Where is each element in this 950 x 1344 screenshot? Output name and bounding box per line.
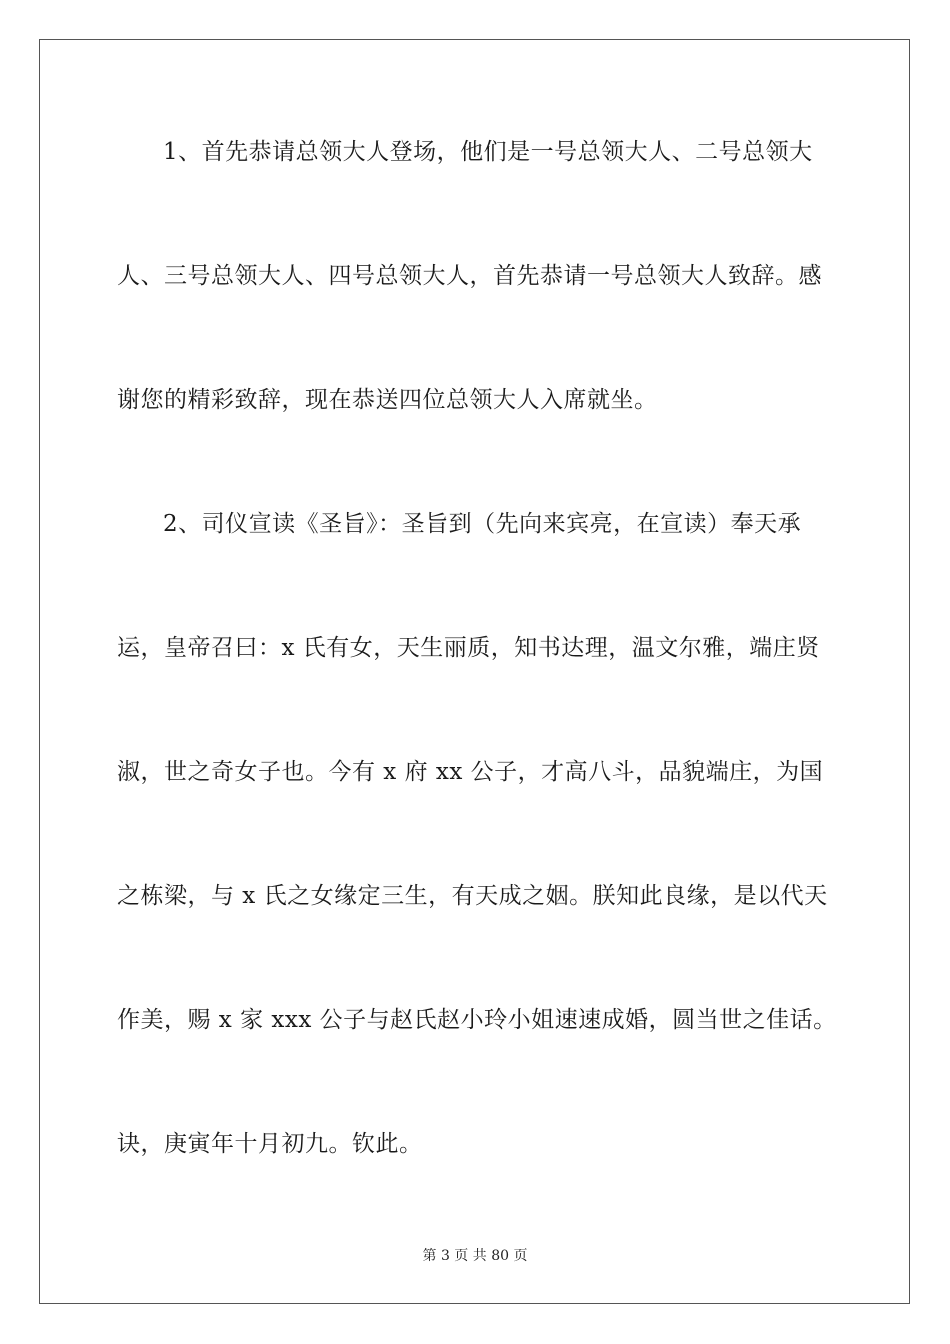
paragraph-2-line-6: 诀，庚寅年十月初九。钦此。 [117,1131,423,1157]
paragraph-1-line-3: 谢您的精彩致辞，现在恭送四位总领大人入席就坐。 [117,387,658,413]
page-frame [39,39,910,1304]
paragraph-1-line-2: 人、三号总领大人、四号总领大人，首先恭请一号总领大人致辞。感 [117,263,822,289]
paragraph-2-line-4: 之栋梁，与 x 氏之女缘定三生，有天成之姻。朕知此良缘，是以代天 [117,883,828,909]
paragraph-1-line-1: 1、首先恭请总领大人登场，他们是一号总领大人、二号总领大 [163,139,813,165]
paragraph-2-line-5: 作美，赐 x 家 xxx 公子与赵氏赵小玲小姐速速成婚，圆当世之佳话。 [117,1007,837,1033]
paragraph-2-line-1: 2、司仪宣读《圣旨》：圣旨到（先向来宾亮，在宣读）奉天承 [163,511,802,537]
paragraph-2-line-3: 淑，世之奇女子也。今有 x 府 xx 公子，才高八斗，品貌端庄，为国 [117,759,824,785]
page-number-footer: 第 3 页 共 80 页 [422,1248,528,1264]
paragraph-2-line-2: 运，皇帝召曰：x 氏有女，天生丽质，知书达理，温文尔雅，端庄贤 [117,635,820,661]
